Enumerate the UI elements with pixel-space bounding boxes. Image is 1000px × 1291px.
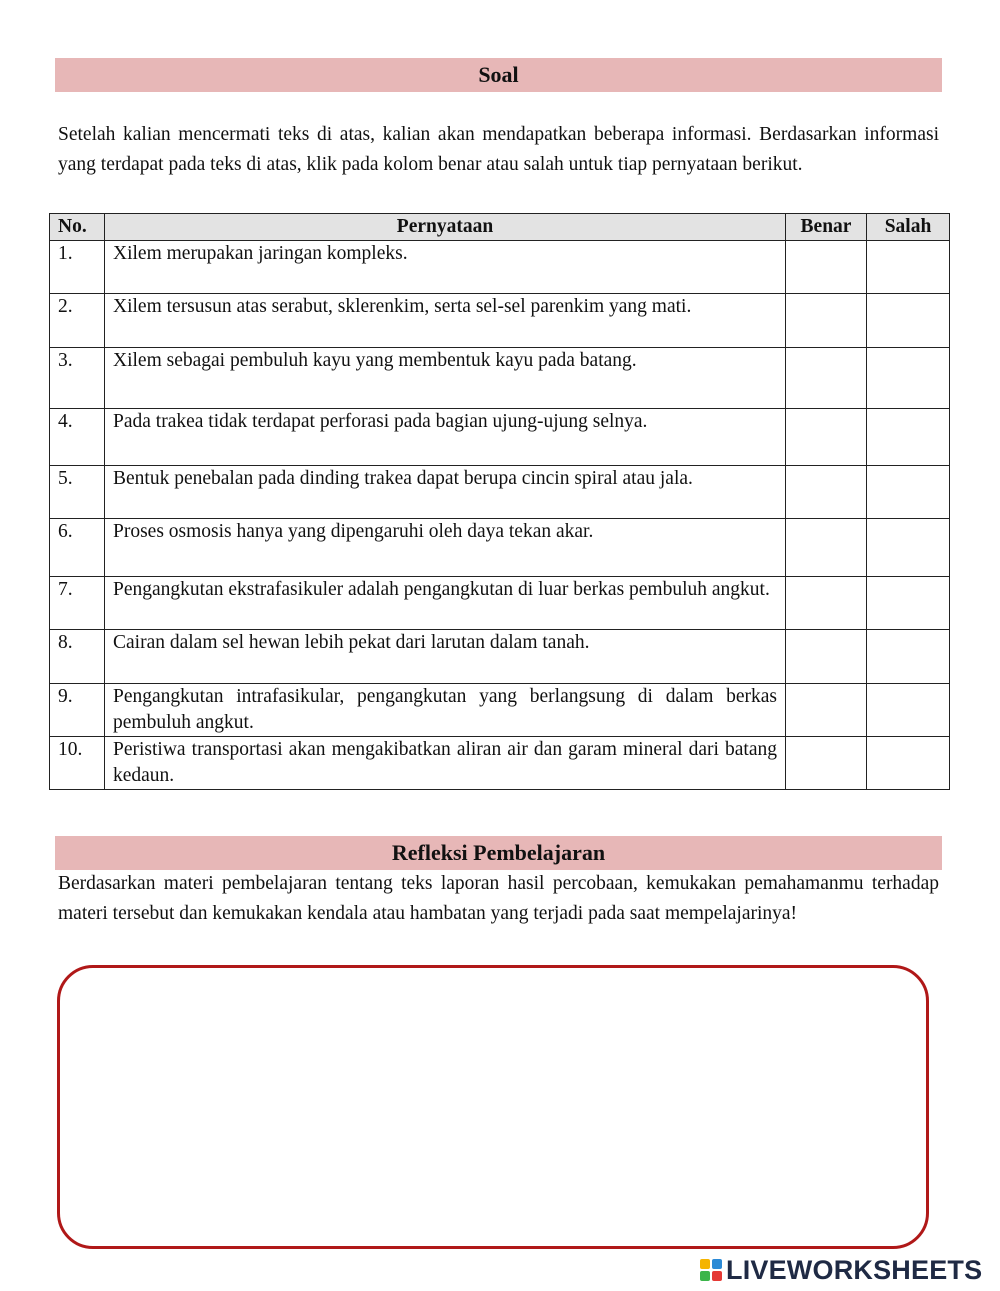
row-number: 10. bbox=[50, 737, 105, 790]
row-number: 3. bbox=[50, 348, 105, 409]
refleksi-heading: Refleksi Pembelajaran bbox=[55, 836, 942, 870]
row-number: 4. bbox=[50, 409, 105, 466]
liveworksheets-brand bbox=[700, 1256, 982, 1284]
salah-cell[interactable] bbox=[867, 737, 950, 790]
liveworksheets-logo-icon bbox=[700, 1259, 722, 1281]
statement-text: Peristiwa transportasi akan mengakibatkan aliran air dan garam mineral dari batang kedaun. bbox=[105, 737, 786, 790]
row-number: 6. bbox=[50, 519, 105, 577]
salah-cell[interactable] bbox=[867, 684, 950, 737]
statement-text: Pengangkutan ekstrafasikuler adalah pengangkutan di luar berkas pembuluh angkut. bbox=[105, 577, 786, 630]
table-row bbox=[50, 294, 950, 348]
header-no: No. bbox=[50, 214, 105, 241]
benar-cell[interactable] bbox=[786, 684, 867, 737]
statement-table bbox=[49, 213, 950, 790]
table-row bbox=[50, 466, 950, 519]
salah-cell[interactable] bbox=[867, 348, 950, 409]
row-number: 5. bbox=[50, 466, 105, 519]
statement-text: Proses osmosis hanya yang dipengaruhi oleh daya tekan akar. bbox=[105, 519, 786, 577]
refleksi-answer-box[interactable] bbox=[57, 965, 929, 1249]
benar-cell[interactable] bbox=[786, 630, 867, 684]
table-header-row bbox=[50, 214, 950, 241]
benar-cell[interactable] bbox=[786, 466, 867, 519]
statement-text: Bentuk penebalan pada dinding trakea dapat berupa cincin spiral atau jala. bbox=[105, 466, 786, 519]
row-number: 2. bbox=[50, 294, 105, 348]
salah-cell[interactable] bbox=[867, 577, 950, 630]
salah-cell[interactable] bbox=[867, 466, 950, 519]
benar-cell[interactable] bbox=[786, 577, 867, 630]
soal-instructions: Setelah kalian mencermati teks di atas, kalian akan mendapatkan beberapa informasi. Berdasarkan informasi yang terdapat pada teks di atas, klik pada kolom benar atau salah untuk tiap pernyataan berikut. bbox=[58, 124, 939, 175]
table-row bbox=[50, 684, 950, 737]
statement-text: Pengangkutan intrafasikular, pengangkutan yang berlangsung di dalam berkas pembuluh angkut. bbox=[105, 684, 786, 737]
benar-cell[interactable] bbox=[786, 294, 867, 348]
salah-cell[interactable] bbox=[867, 241, 950, 294]
salah-cell[interactable] bbox=[867, 294, 950, 348]
salah-cell[interactable] bbox=[867, 519, 950, 577]
benar-cell[interactable] bbox=[786, 737, 867, 790]
table-row bbox=[50, 577, 950, 630]
row-number: 1. bbox=[50, 241, 105, 294]
statement-text: Xilem merupakan jaringan kompleks. bbox=[105, 241, 786, 294]
refleksi-instructions: Berdasarkan materi pembelajaran tentang teks laporan hasil percobaan, kemukakan pemahamanmu terhadap materi tersebut dan kemukakan kendala atau hambatan yang terjadi pada saat mempelajarinya! bbox=[58, 873, 939, 924]
salah-cell[interactable] bbox=[867, 630, 950, 684]
table-row bbox=[50, 409, 950, 466]
benar-cell[interactable] bbox=[786, 348, 867, 409]
salah-cell[interactable] bbox=[867, 409, 950, 466]
statement-text: Cairan dalam sel hewan lebih pekat dari larutan dalam tanah. bbox=[105, 630, 786, 684]
row-number: 9. bbox=[50, 684, 105, 737]
table-row bbox=[50, 241, 950, 294]
statement-text: Xilem tersusun atas serabut, sklerenkim, serta sel-sel parenkim yang mati. bbox=[105, 294, 786, 348]
statement-text: Pada trakea tidak terdapat perforasi pada bagian ujung-ujung selnya. bbox=[105, 409, 786, 466]
benar-cell[interactable] bbox=[786, 519, 867, 577]
statement-text: Xilem sebagai pembuluh kayu yang membentuk kayu pada batang. bbox=[105, 348, 786, 409]
header-salah: Salah bbox=[867, 214, 950, 241]
benar-cell[interactable] bbox=[786, 241, 867, 294]
header-pernyataan: Pernyataan bbox=[105, 214, 786, 241]
row-number: 8. bbox=[50, 630, 105, 684]
benar-cell[interactable] bbox=[786, 409, 867, 466]
row-number: 7. bbox=[50, 577, 105, 630]
brand-name: LIVEWORKSHEETS bbox=[726, 1254, 983, 1285]
header-benar: Benar bbox=[786, 214, 867, 241]
soal-heading: Soal bbox=[55, 58, 942, 92]
table-row bbox=[50, 630, 950, 684]
table-row bbox=[50, 737, 950, 790]
table-row bbox=[50, 519, 950, 577]
table-row bbox=[50, 348, 950, 409]
